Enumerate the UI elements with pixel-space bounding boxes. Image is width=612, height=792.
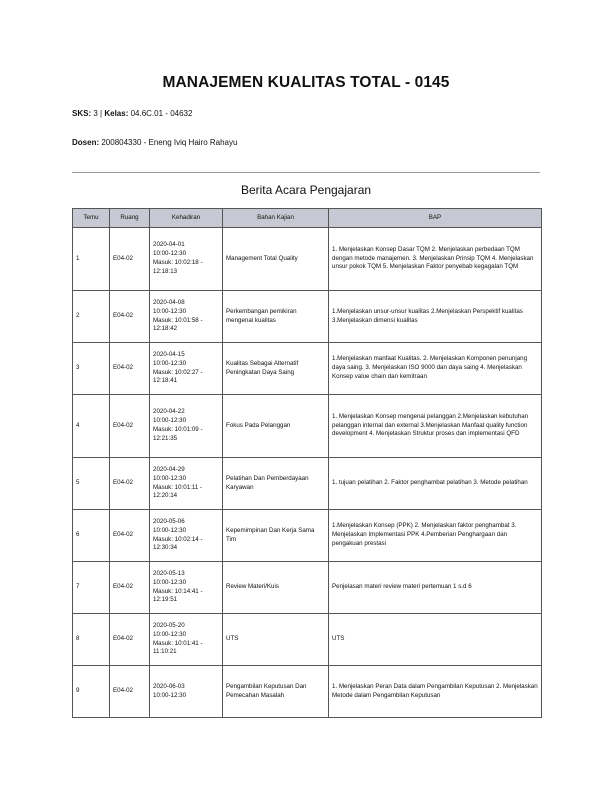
cell-bap: 1. Menjelaskan Peran Data dalam Pengambilan Keputusan 2. Menjelaskan Metode dalam Pengambilan Keputusan [329,666,542,718]
table-row [73,614,542,666]
cell-kehadiran: 2020-06-03 10:00-12:30 [150,666,223,718]
cell-bahan-kajian: Perkembangan pemikiran mengenai kualitas [223,291,329,343]
cell-bahan-kajian: UTS [223,614,329,666]
bap-table [72,208,542,718]
column-header-kehadiran: Kehadiran [150,209,223,228]
cell-temu: 9 [73,666,110,718]
cell-ruang: E04-02 [110,562,150,614]
cell-ruang: E04-02 [110,614,150,666]
divider [72,172,540,173]
cell-bahan-kajian: Kepemimpinan Dan Kerja Sama Tim [223,510,329,562]
section-title: Berita Acara Pengajaran [240,183,372,197]
cell-kehadiran: 2020-05-13 10:00-12:30 Masuk: 10:14:41 - 12:19:51 [150,562,223,614]
cell-kehadiran: 2020-04-29 10:00-12:30 Masuk: 10:01:11 - 12:20:14 [150,458,223,510]
course-info-line [72,109,192,118]
cell-ruang: E04-02 [110,291,150,343]
cell-bahan-kajian: Management Total Quality [223,228,329,291]
cell-bahan-kajian: Fokus Pada Pelanggan [223,395,329,458]
cell-temu: 6 [73,510,110,562]
cell-ruang: E04-02 [110,343,150,395]
cell-ruang: E04-02 [110,666,150,718]
cell-bap: 1.Menjelaskan unsur-unsur kualitas 2.Menjelaskan Perspektif kualitas 3.Menjelaskan dimensi kualitas [329,291,542,343]
cell-ruang: E04-02 [110,395,150,458]
cell-temu: 5 [73,458,110,510]
column-header-ruang: Ruang [110,209,150,228]
table-header-row [73,209,542,228]
sks-label: SKS: [72,109,92,118]
table-row [73,510,542,562]
cell-bap: Penjelasan materi review materi pertemuan 1 s.d 6 [329,562,542,614]
dosen-label: Dosen: [72,138,100,147]
cell-bap: 1.Menjelaskan Konsep (PPK) 2. Menjelaskan faktor penghambat 3. Menjelaskan Implementasi PPK 4.Pemberian Penghargaan dan pengakuan prestasi [329,510,542,562]
table-row [73,228,542,291]
table-row [73,343,542,395]
table-row [73,291,542,343]
cell-bahan-kajian: Pelatihan Dan Pemberdayaan Karyawan [223,458,329,510]
table-row [73,666,542,718]
kelas-label: Kelas: [104,109,129,118]
column-header-bahan-kajian: Bahan Kajian [223,209,329,228]
sks-value: 3 [93,109,98,118]
cell-ruang: E04-02 [110,228,150,291]
cell-bahan-kajian: Review Materi/Kuis [223,562,329,614]
cell-bap: 1. tujuan pelatihan 2. Faktor penghambat pelatihan 3. Metode pelatihan [329,458,542,510]
cell-temu: 8 [73,614,110,666]
cell-bap: 1. Menjelaskan Konsep mengenai pelanggan 2.Menjelaskan kebutuhan pelanggan internal dan external 3.Menjelaskan Manfaat quality function development 4. Menjelaskan Struktur proses dan implementasi QFD [329,395,542,458]
kelas-value: 04.6C.01 - 04632 [130,109,193,118]
cell-temu: 4 [73,395,110,458]
cell-kehadiran: 2020-04-22 10:00-12:30 Masuk: 10:01:09 - 12:21:35 [150,395,223,458]
cell-temu: 7 [73,562,110,614]
table-row [73,458,542,510]
cell-bahan-kajian: Kualitas Sebagai Alternatif Peningkatan Daya Saing [223,343,329,395]
cell-kehadiran: 2020-04-08 10:00-12:30 Masuk: 10:01:58 - 12:18:42 [150,291,223,343]
column-header-bap: BAP [329,209,542,228]
table-row [73,562,542,614]
cell-bap: 1.Menjelaskan manfaat Kualitas. 2. Menjelaskan Komponen penunjang daya saing. 3. Menjelaskan ISO 9000 dan daya saing 4. Menjelaskan Konsep value chain dan kemitraan [329,343,542,395]
table-row [73,395,542,458]
cell-temu: 2 [73,291,110,343]
cell-kehadiran: 2020-05-06 10:00-12:30 Masuk: 10:02:14 - 12:30:34 [150,510,223,562]
dosen-value: 200804330 - Eneng Iviq Hairo Rahayu [101,138,238,147]
cell-bap: UTS [329,614,542,666]
cell-kehadiran: 2020-04-15 10:00-12:30 Masuk: 10:02:27 - 12:18:41 [150,343,223,395]
course-title: MANAJEMEN KUALITAS TOTAL - 0145 [162,74,450,91]
cell-ruang: E04-02 [110,458,150,510]
cell-kehadiran: 2020-04-01 10:00-12:30 Masuk: 10:02:18 - 12:18:13 [150,228,223,291]
lecturer-info-line [72,138,237,147]
separator: | [100,109,103,118]
cell-kehadiran: 2020-05-20 10:00-12:30 Masuk: 10:01:41 - 11:10:21 [150,614,223,666]
cell-ruang: E04-02 [110,510,150,562]
cell-bap: 1. Menjelaskan Konsep Dasar TQM 2. Menjelaskan perbedaan TQM dengan metode manajemen. 3. Menjelaskan Prinsip TQM 4. Menjelaskan unsur pokok TQM 5. Menjelaskan Faktor penyebab kegagalan TQM [329,228,542,291]
cell-bahan-kajian: Pengambilan Keputusan Dan Pemecahan Masalah [223,666,329,718]
column-header-temu: Temu [73,209,110,228]
cell-temu: 3 [73,343,110,395]
cell-temu: 1 [73,228,110,291]
